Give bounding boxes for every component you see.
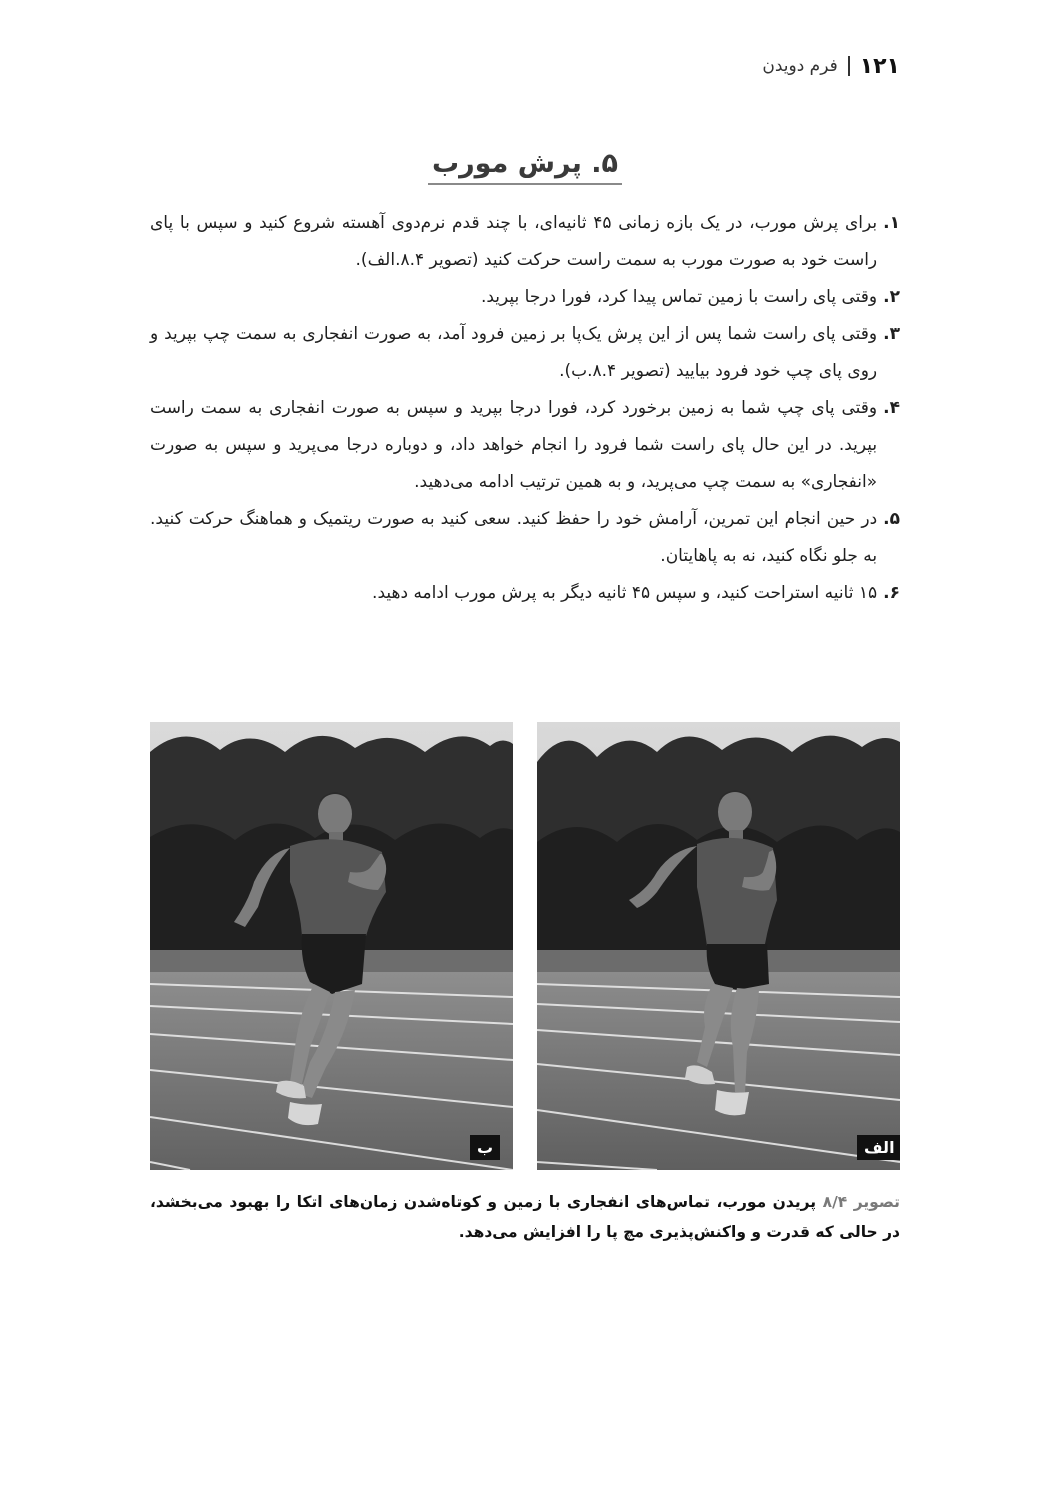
section-title: ۵. پرش مورب (428, 148, 622, 185)
runner-photo-b-illustration (150, 722, 513, 1170)
photo-a (537, 722, 900, 1170)
caption-text: پریدن مورب، تماس‌های انفجاری با زمین و کوتاه‌شدن زمان‌های اتکا را بهبود می‌بخشد، در حالی که قدرت و واکنش‌پذیری مچ پا را افزایش می‌دهد. (150, 1193, 900, 1241)
section-heading (0, 148, 1050, 185)
step-number: ۳. (883, 324, 900, 344)
chapter-title: فرم دویدن (762, 56, 838, 76)
step-number: ۴. (883, 398, 900, 418)
caption-label: تصویر ۸/۴ (822, 1193, 900, 1211)
step-text: وقتی پای راست شما پس از این پرش یک‌پا بر زمین فرود آمد، به صورت انفجاری به سمت چپ بپرید و روی پای چپ خود فرود بیایید (تصویر ۸.۴.ب). (150, 324, 878, 381)
step-item (150, 279, 900, 316)
step-item (150, 390, 900, 501)
step-text: وقتی پای راست با زمین تماس پیدا کرد، فورا درجا بپرید. (480, 287, 878, 307)
step-item (150, 316, 900, 390)
step-text: وقتی پای چپ شما به زمین برخورد کرد، فورا درجا بپرید و سپس به صورت انفجاری به سمت راست بپرید. در این حال پای راست شما فرود را انجام خواهد داد، و دوباره درجا می‌پرید و سپس به صورت «انفجاری» به سمت چپ می‌پرید، و به همین ترتیب ادامه می‌دهید. (150, 398, 878, 492)
step-text: ۱۵ ثانیه استراحت کنید، و سپس ۴۵ ثانیه دیگر به پرش مورب ادامه دهید. (372, 583, 878, 603)
runner-photo-a-illustration (537, 722, 900, 1170)
header-divider (848, 56, 850, 76)
step-text: در حین انجام این تمرین، آرامش خود را حفظ کنید. سعی کنید به صورت ریتمیک و هماهنگ حرکت کنید. به جلو نگاه کنید، نه به پاهایتان. (150, 509, 878, 566)
step-number: ۲. (883, 287, 900, 307)
steps-list (150, 205, 900, 612)
step-number: ۶. (883, 583, 900, 603)
photo-a-label: الف (857, 1135, 900, 1160)
step-text: برای پرش مورب، در یک بازه زمانی ۴۵ ثانیه‌ای، با چند قدم نرم‌دوی آهسته شروع کنید و سپس با پای راست خود به صورت مورب به سمت راست حرکت کنید (تصویر ۸.۴.الف). (150, 213, 878, 270)
photo-b-label: ب (470, 1135, 500, 1160)
photo-b (150, 722, 513, 1170)
step-item (150, 205, 900, 279)
step-item (150, 575, 900, 612)
step-number: ۵. (883, 509, 900, 529)
step-item (150, 501, 900, 575)
figure-caption (150, 1187, 900, 1247)
step-number: ۱. (883, 213, 900, 233)
page-header (150, 50, 900, 82)
page-number: ۱۲۱ (859, 53, 900, 79)
